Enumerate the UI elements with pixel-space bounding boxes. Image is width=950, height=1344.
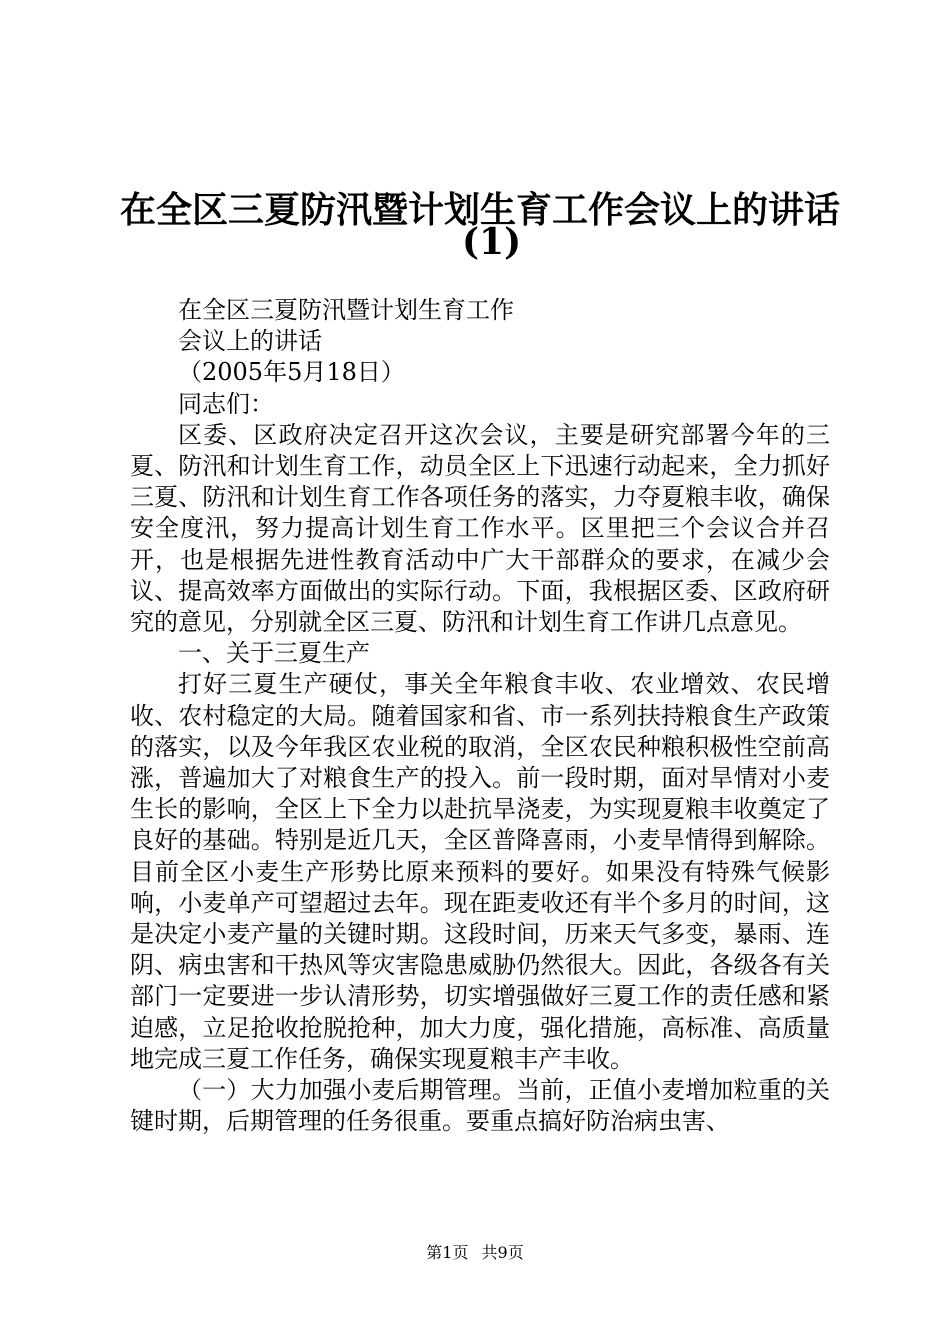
speech-date: （2005年5月18日）: [178, 358, 405, 387]
heading-line1: 在全区三夏防汛暨计划生育工作: [178, 296, 514, 324]
document-title-number: (1): [462, 221, 522, 263]
heading-line2: 会议上的讲话: [178, 327, 322, 356]
document-body: [130, 295, 830, 1137]
page-footer: [0, 1243, 950, 1263]
paragraph-intro: 区委、区政府决定召开这次会议，主要是研究部署今年的三夏、防汛和计划生育工作，动员全区上下迅速行动起来，全力抓好三夏、防汛和计划生育工作各项任务的落实，力夺夏粮丰收，确保安全度汛，努力提高计划生育工作水平。区里把三个会议合并召开，也是根据先进性教育活动中广大干部群众的要求，在减少会议、提高效率方面做出的实际行动。下面，我根据区委、区政府研究的意见，分别就全区三夏、防汛和计划生育工作讲几点意见。: [130, 420, 830, 636]
page-number-current: 第1页: [426, 1243, 469, 1262]
document-title-line1: 在全区三夏防汛暨计划生育工作会议上的讲话: [120, 189, 841, 231]
paragraph-wheat-management: （一）大力加强小麦后期管理。当前，正值小麦增加粒重的关键时期，后期管理的任务很重。要重点搞好防治病虫害、: [130, 1076, 830, 1136]
section-heading: 一、关于三夏生产: [178, 639, 370, 668]
salutation: 同志们：: [178, 389, 274, 418]
paragraph-summer-harvest: 打好三夏生产硬仗，事关全年粮食丰收、农业增效、农民增收、农村稳定的大局。随着国家和省、市一系列扶持粮食生产政策的落实，以及今年我区农业税的取消，全区农民种粮积极性空前高涨，普遍加大了对粮食生产的投入。前一段时期，面对旱情对小麦生长的影响，全区上下全力以赴抗旱浇麦，为实现夏粮丰收奠定了良好的基础。特别是近几天，全区普降喜雨，小麦旱情得到解除。目前全区小麦生产形势比原来预料的要好。如果没有特殊气候影响，小麦单产可望超过去年。现在距麦收还有半个多月的时间，这是决定小麦产量的关键时期。这段时间，历来天气多变，暴雨、连阴、病虫害和干热风等灾害隐患威胁仍然很大。因此，各级各有关部门一定要进一步认清形势，切实增强做好三夏工作的责任感和紧迫感，立足抢收抢脱抢种，加大力度，强化措施，高标准、高质量地完成三夏工作任务，确保实现夏粮丰产丰收。: [130, 670, 830, 1073]
page-number-total: 共9页: [481, 1243, 524, 1262]
